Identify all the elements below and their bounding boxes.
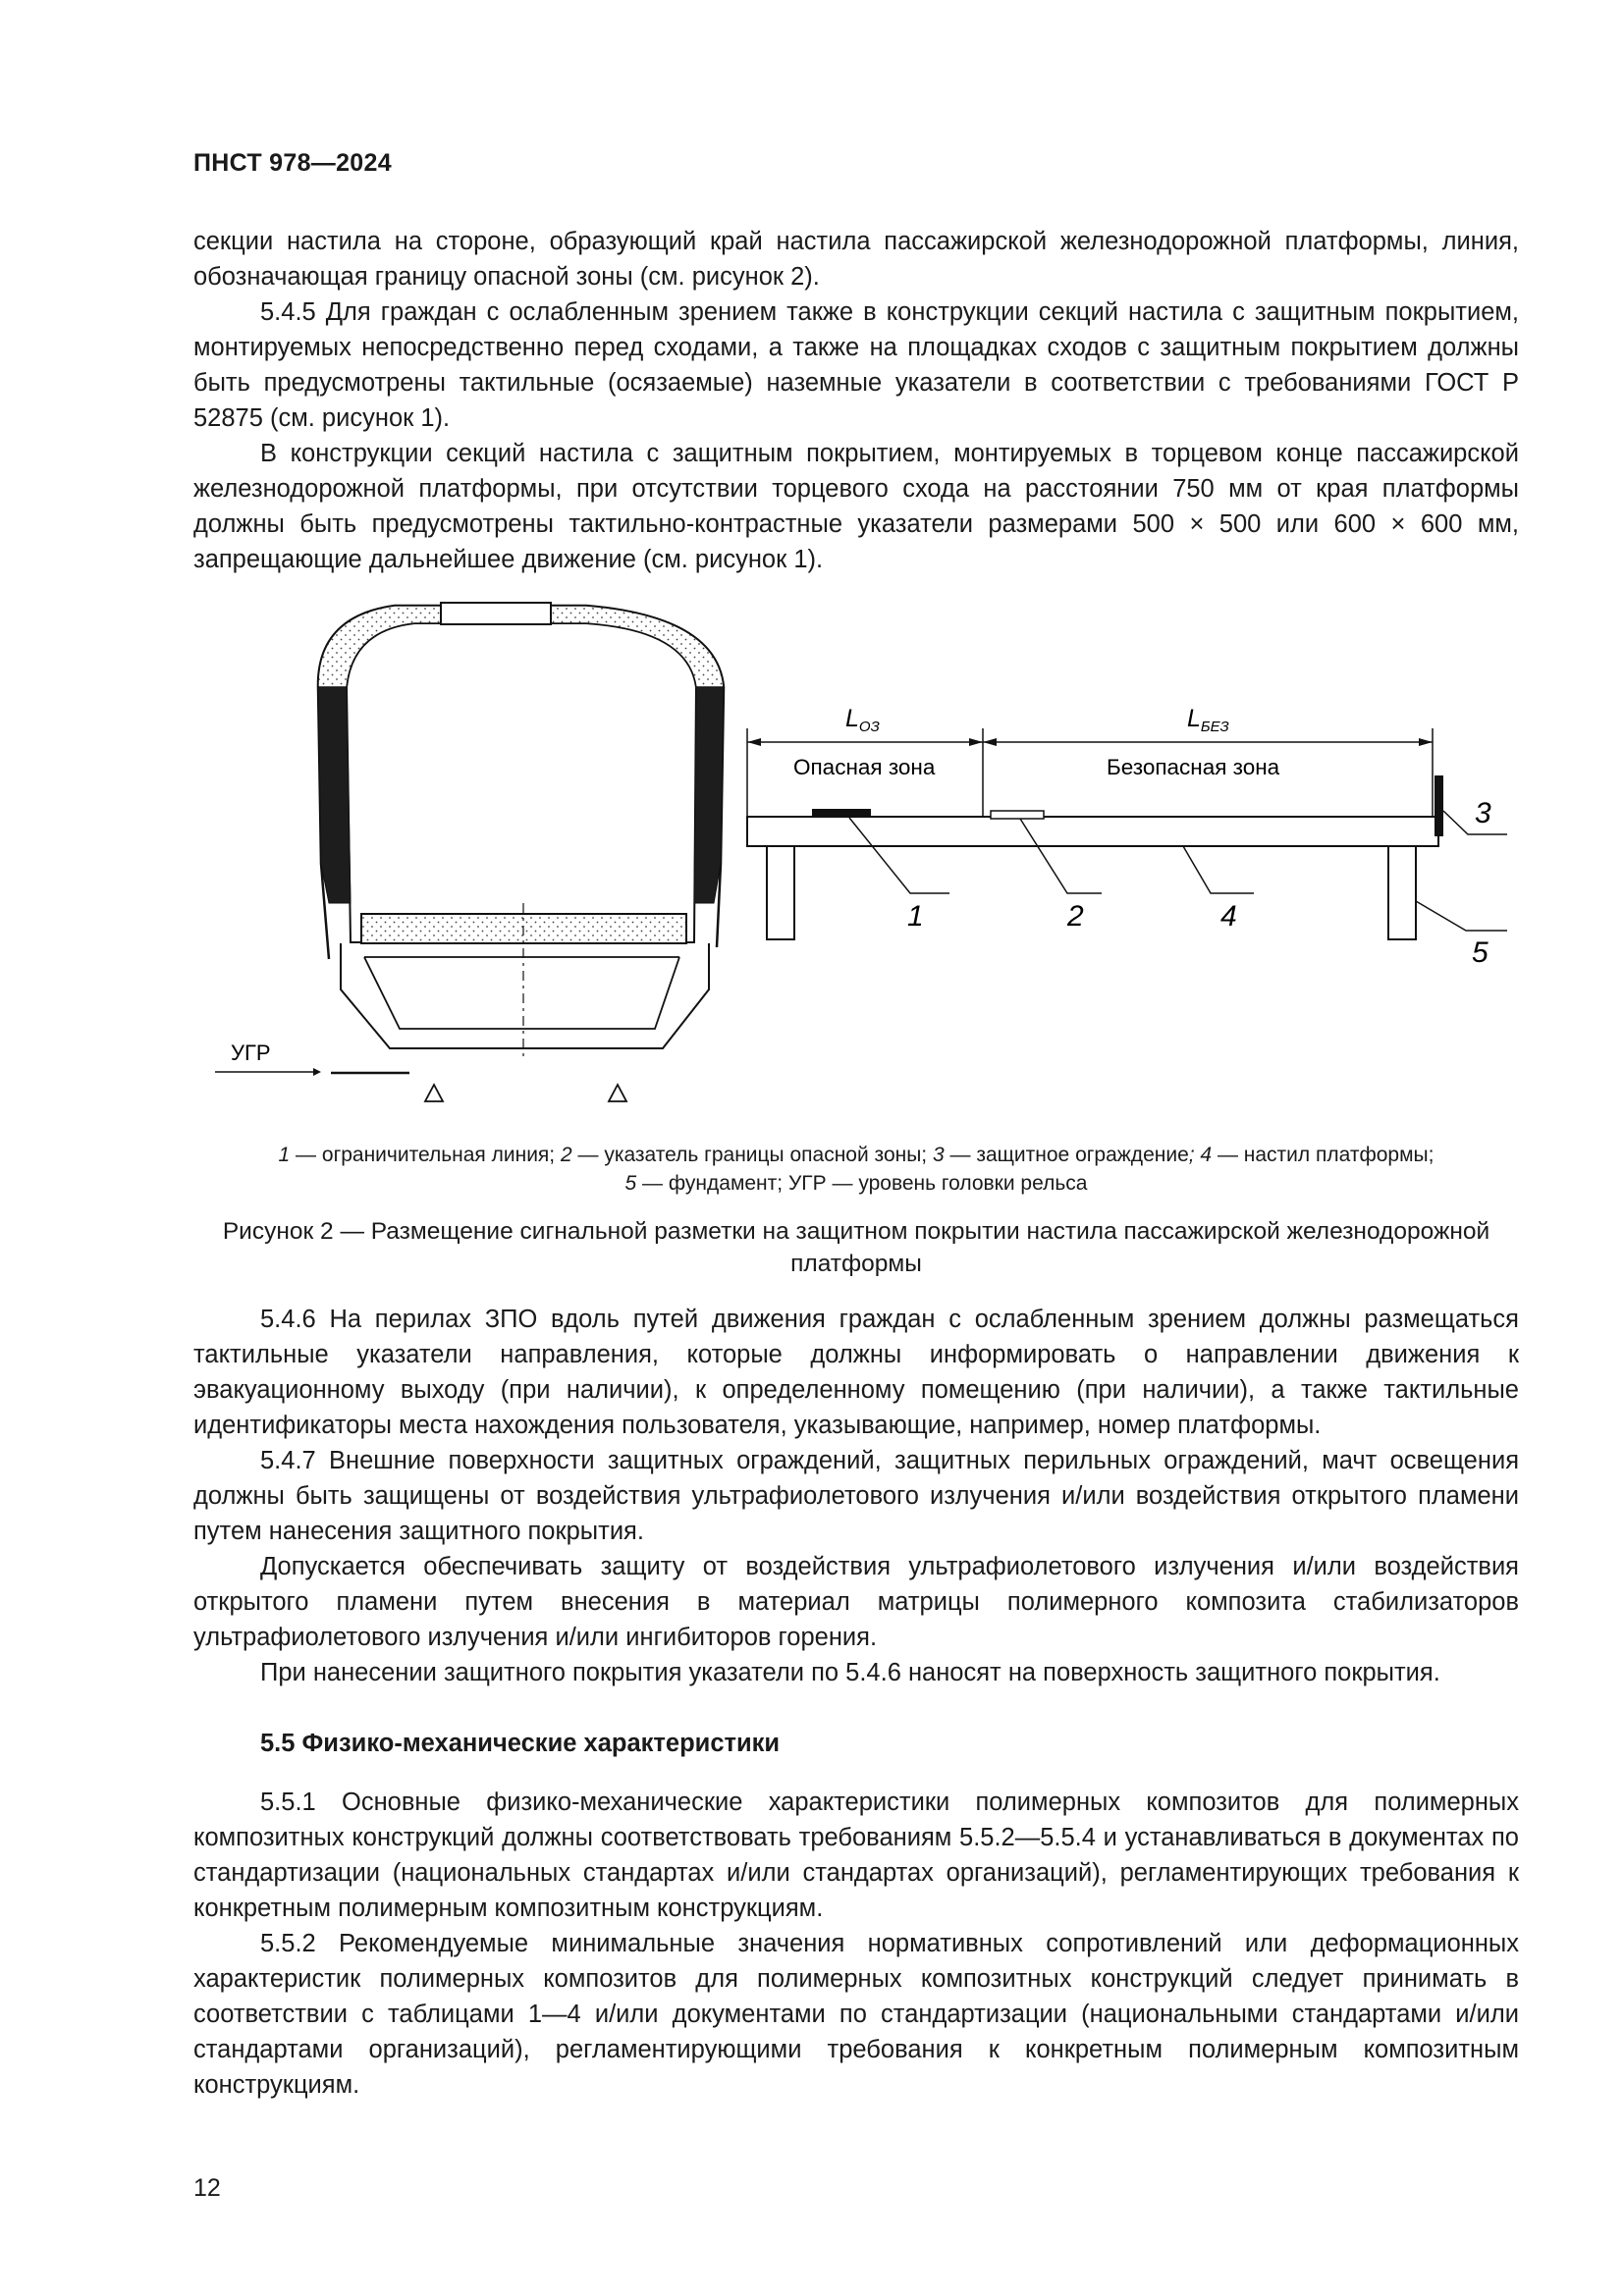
callout-leader-4 — [1183, 846, 1254, 893]
callout-3: 3 — [1475, 797, 1491, 829]
wagon-cross-section — [215, 603, 724, 1101]
limiting-line-marker — [812, 809, 871, 818]
paragraph-5-4-7: 5.4.7 Внешние поверхности защитных ограждений, защитных перильных ограждений, мачт освещения должны быть защищены от воздействия ультрафиолетового излучения и/или воздействия открытого пламени путем нанесения защитного покрытия. — [193, 1447, 1519, 1545]
legend-num-1: 1 — [278, 1144, 291, 1166]
right-wall — [694, 687, 724, 903]
paragraph-application: При нанесении защитного покрытия указатели по 5.4.6 наносят на поверхность защитного покрытия. — [260, 1659, 1440, 1686]
legend-text-4: — настил платформы; — [1212, 1144, 1435, 1166]
callout-leader-2 — [1020, 819, 1102, 893]
legend-text-5: — фундамент; УГР — уровень головки рельса — [636, 1172, 1088, 1195]
callout-2: 2 — [1067, 900, 1084, 933]
legend-text-3: — защитное ограждение — [944, 1144, 1189, 1166]
section-heading-5-5: 5.5 Физико-механические характеристики — [260, 1730, 781, 1757]
figure-2 — [193, 589, 1519, 1119]
foundation-left — [767, 846, 794, 939]
dim-label-oz: $L_{ОЗ}$ — [845, 705, 880, 735]
figure-caption: Рисунок 2 — Размещение сигнальной разметки на защитном покрытии настила пассажирской железнодорожной платформы — [222, 1218, 1490, 1277]
document-header: ПНСТ 978—2024 — [193, 149, 392, 177]
legend-line-2 — [193, 1169, 1519, 1198]
platform-deck — [747, 817, 1438, 846]
paragraph-5-4-6: 5.4.6 На перилах ЗПО вдоль путей движения граждан с ослабленным зрением должны размещаться тактильные указатели направления, которые должны информировать о направлении движения к эвакуационному выходу (при наличии), к определенному помещению (при наличии), а также тактильные идентификаторы места нахождения пользователя, указывающие, например, номер платформы. — [193, 1306, 1519, 1439]
wagon-body-outline — [318, 606, 724, 959]
paragraph-end-platform: В конструкции секций настила с защитным покрытием, монтируемых в торцевом конце пассажирской железнодорожной платформы, при отсутствии торцевого схода на расстоянии 750 мм от края платформы должны быть предусмотрены тактильно-контрастные указатели размерами 500 × 500 или 600 × 600 мм, запрещающие дальнейшее движение (см. рисунок 1). — [193, 440, 1519, 573]
page-number: 12 — [193, 2174, 221, 2202]
foundation-right — [1388, 846, 1416, 939]
callout-4: 4 — [1220, 900, 1237, 933]
callout-leader-1 — [849, 818, 949, 893]
protective-fence — [1435, 775, 1443, 836]
legend-num-3: 3 — [932, 1144, 945, 1166]
underframe-inner — [364, 957, 679, 1029]
paragraph-5-4-5: 5.4.5 Для граждан с ослабленным зрением также в конструкции секций настила с защитным покрытием, монтируемых непосредственно перед сходами, а также на площадках сходов с защитным покрытием должны быть предусмотрены тактильные (осязаемые) наземные указатели в соответствии с требованиями ГОСТ Р 52875 (см. рисунок 1). — [193, 298, 1519, 432]
callout-leader-5 — [1416, 901, 1507, 931]
danger-zone-label: Опасная зона — [793, 755, 936, 779]
danger-boundary-indicator — [991, 811, 1044, 819]
mid-text-block — [193, 1302, 1519, 1690]
roof-hatch — [441, 603, 551, 624]
left-wall — [318, 687, 351, 903]
paragraph-continuation: секции настила на стороне, образующий край настила пассажирской железнодорожной платформы, линия, обозначающая границу опасной зоны (см. рисунок 2). — [193, 228, 1519, 291]
rail-support-left — [425, 1085, 443, 1101]
ugr-label: УГР — [231, 1041, 271, 1065]
safe-zone-label: Безопасная зона — [1107, 755, 1280, 779]
paragraph-allowed: Допускается обеспечивать защиту от воздействия ультрафиолетового излучения и/или воздействия открытого пламени путем внесения в материал матрицы полимерного композита стабилизаторов ультрафиолетового излучения и/или ингибиторов горения. — [193, 1553, 1519, 1651]
figure-legend — [193, 1141, 1519, 1198]
legend-text-2: — указатель границы опасной зоны; — [571, 1144, 933, 1166]
bottom-text-block — [193, 1785, 1519, 2103]
top-text-block — [193, 224, 1519, 577]
legend-line-1 — [193, 1141, 1519, 1169]
legend-num-4: ; 4 — [1188, 1144, 1213, 1166]
underframe — [341, 943, 709, 1048]
callout-5: 5 — [1472, 936, 1489, 969]
wagon-inner-outline — [347, 623, 696, 942]
legend-num-5: 5 — [624, 1172, 637, 1195]
paragraph-5-5-1: 5.5.1 Основные физико-механические характеристики полимерных композитов для полимерных композитных конструкций должны соответствовать требованиям 5.5.2—5.5.4 и устанавливаться в документах по стандартизации (национальных стандартах и/или стандартах организаций), регламентирующих требования к конкретным полимерным композитным конструкциям. — [193, 1789, 1519, 1922]
legend-num-2: 2 — [560, 1144, 572, 1166]
dim-label-bez: $L_{БЕЗ}$ — [1187, 705, 1229, 735]
callout-1: 1 — [907, 900, 924, 933]
legend-text-1: — ограничительная линия; — [290, 1144, 561, 1166]
rail-support-right — [609, 1085, 626, 1101]
paragraph-5-5-2: 5.5.2 Рекомендуемые минимальные значения нормативных сопротивлений или деформационных характеристик полимерных композитов для полимерных композитных конструкций следует принимать в соответствии с таблицами 1—4 и/или документами по стандартизации (национальными стандартами и/или стандартами организаций), регламентирующими требования к конкретным полимерным композитным конструкциям. — [193, 1930, 1519, 2099]
figure-2-drawing — [193, 589, 1519, 1119]
